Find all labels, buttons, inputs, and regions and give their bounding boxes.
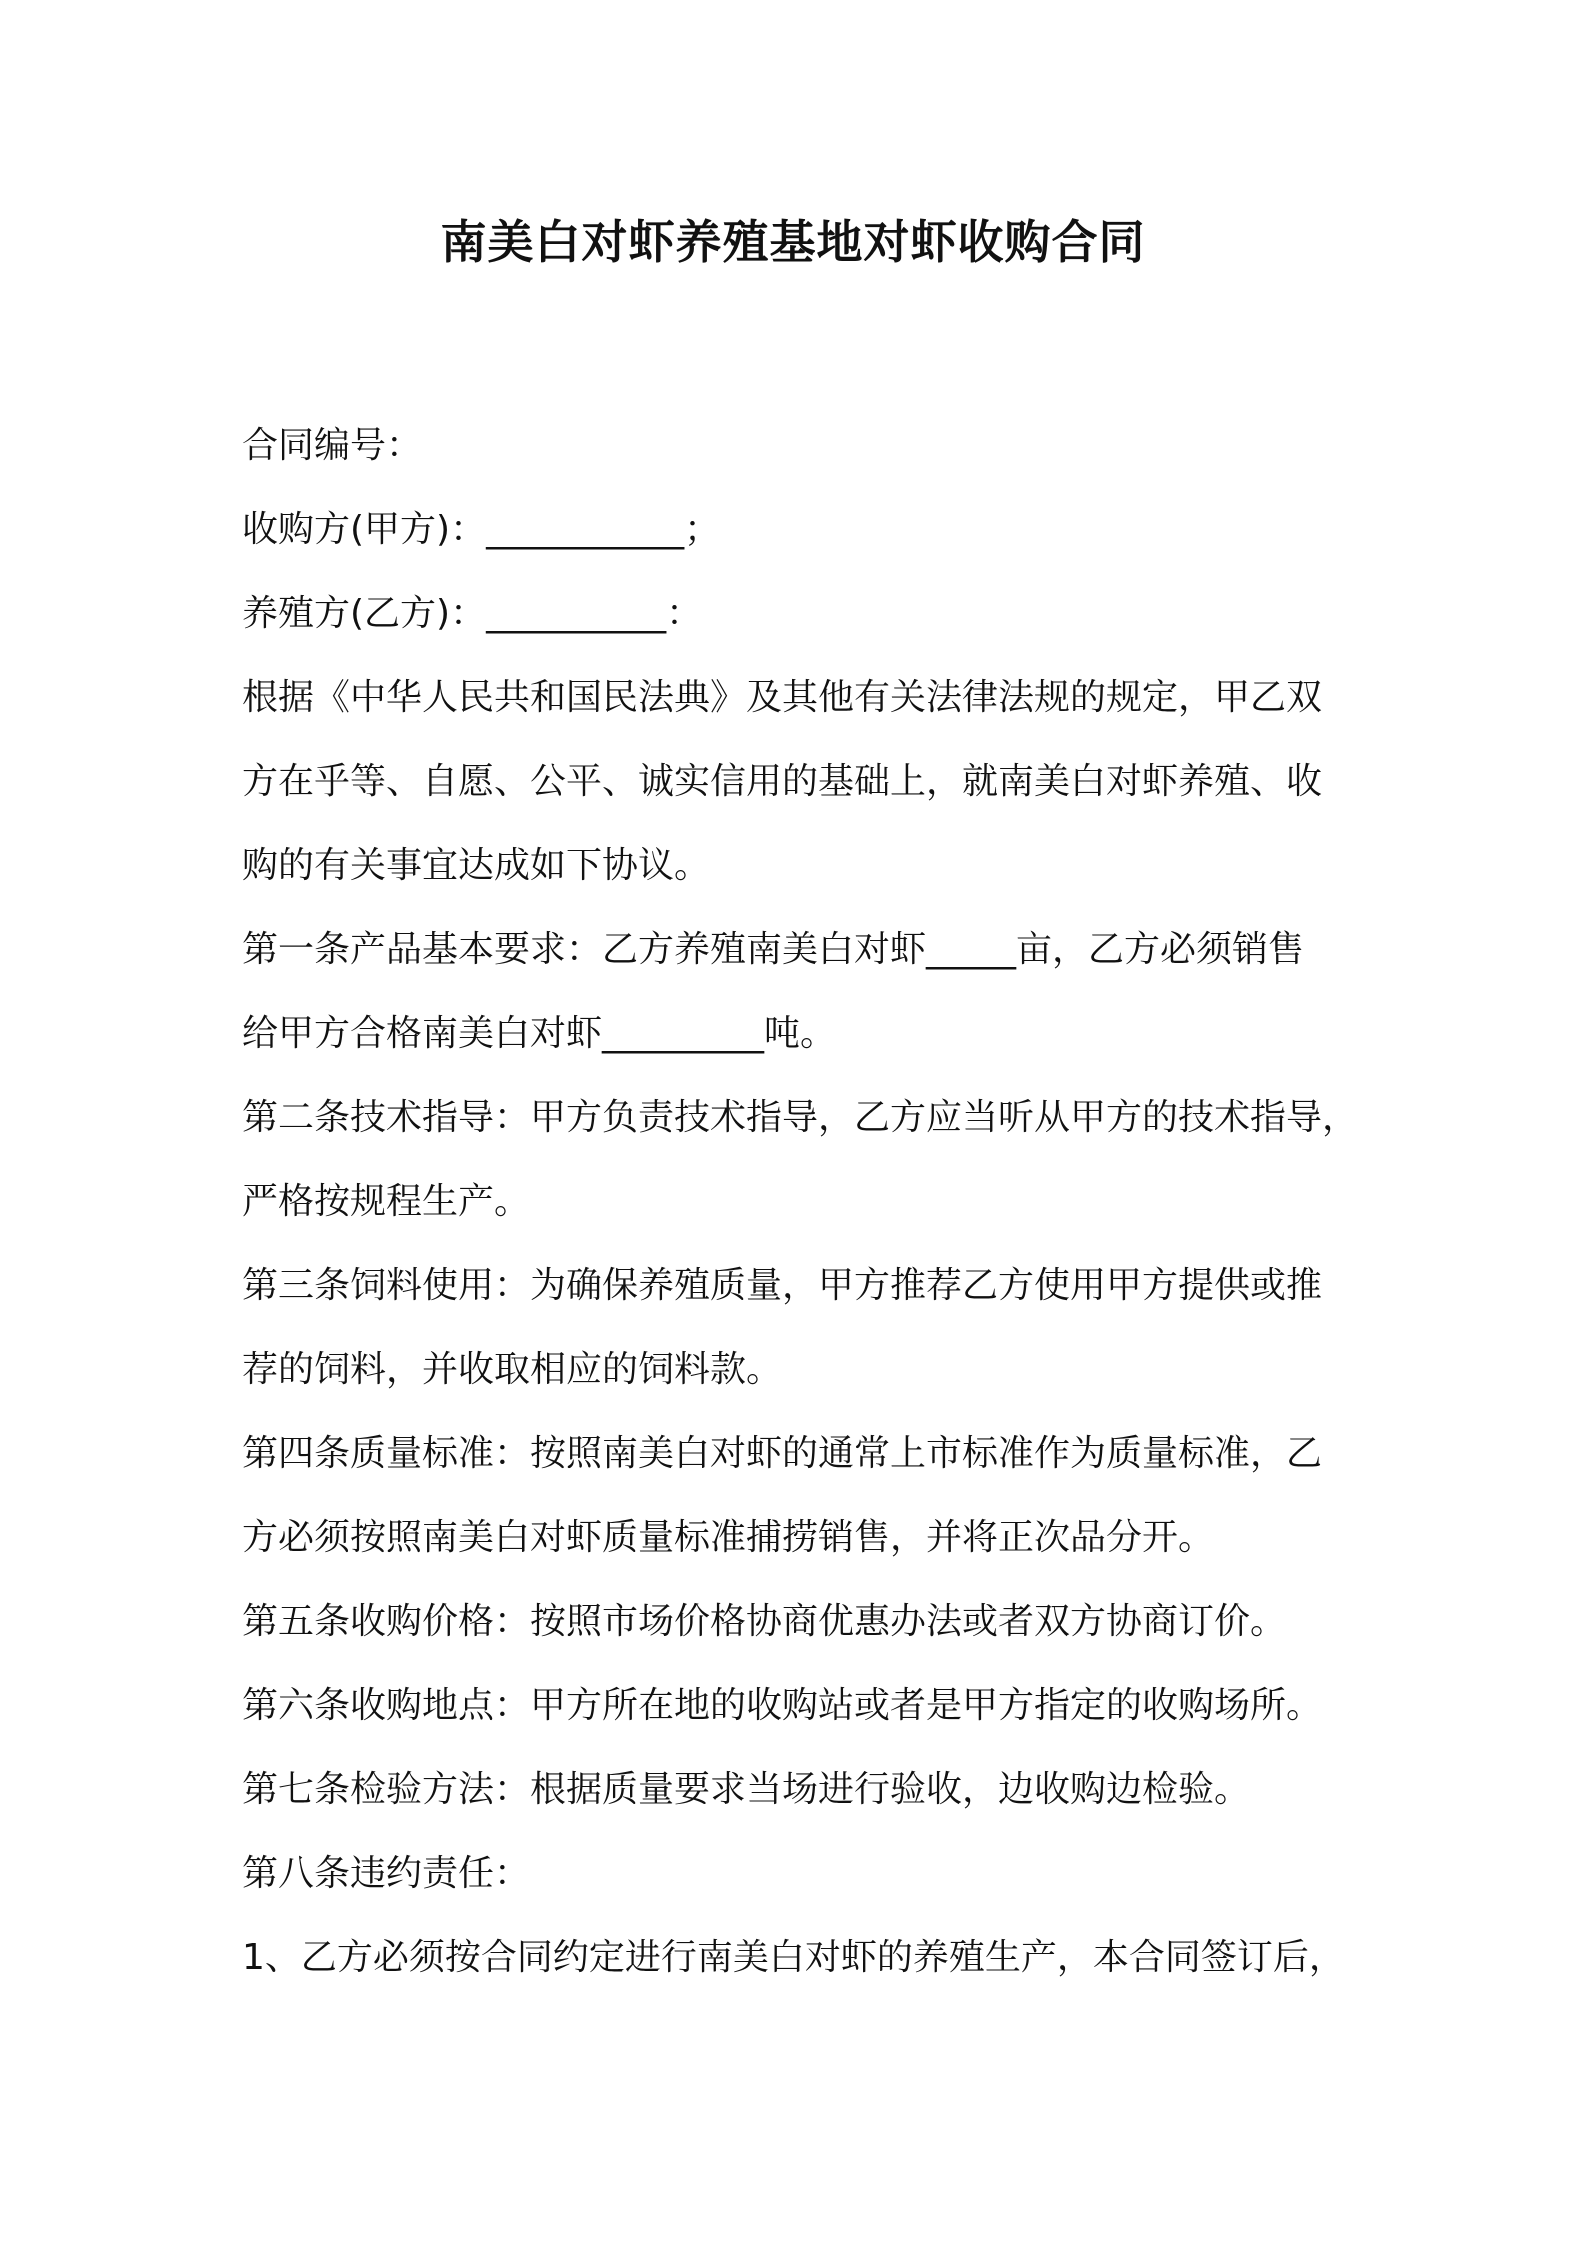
article-1-line-2: 给甲方合格南美白对虾_________吨。 — [242, 1013, 837, 1054]
article-5-line: 第五条收购价格：按照市场价格协商优惠办法或者双方协商订价。 — [242, 1601, 1287, 1642]
article-2-line-1: 第二条技术指导：甲方负责技术指导，乙方应当听从甲方的技术指导， — [242, 1097, 1359, 1138]
preamble-line-3: 购的有关事宜达成如下协议。 — [242, 845, 711, 886]
article-2-line-2: 严格按规程生产。 — [242, 1181, 531, 1222]
article-4-line-1: 第四条质量标准：按照南美白对虾的通常上市标准作为质量标准，乙 — [242, 1433, 1323, 1474]
preamble-line-2: 方在乎等、自愿、公平、诚实信用的基础上，就南美白对虾养殖、收 — [242, 761, 1323, 802]
article-8-heading: 第八条违约责任： — [242, 1853, 531, 1894]
article-3-line-1: 第三条饲料使用：为确保养殖质量，甲方推荐乙方使用甲方提供或推 — [242, 1265, 1323, 1306]
article-4-line-2: 方必须按照南美白对虾质量标准捕捞销售，并将正次品分开。 — [242, 1517, 1215, 1558]
buyer-party-line: 收购方(甲方)：___________； — [242, 509, 721, 550]
contract-number-line: 合同编号： — [242, 425, 423, 466]
article-1-line-1: 第一条产品基本要求：乙方养殖南美白对虾_____亩，乙方必须销售 — [242, 929, 1305, 970]
article-3-line-2: 荐的饲料，并收取相应的饲料款。 — [242, 1349, 783, 1390]
document-title: 南美白对虾养殖基地对虾收购合同 — [440, 215, 1146, 269]
article-6-line: 第六条收购地点：甲方所在地的收购站或者是甲方指定的收购场所。 — [242, 1685, 1323, 1726]
document-body — [242, 404, 1362, 2000]
farmer-party-line: 养殖方(乙方)：__________： — [242, 593, 703, 634]
preamble-line-1: 根据《中华人民共和国民法典》及其他有关法律法规的规定，甲乙双 — [242, 677, 1323, 718]
article-7-line: 第七条检验方法：根据质量要求当场进行验收，边收购边检验。 — [242, 1769, 1251, 1810]
article-8-item-1-line: 1、乙方必须按合同约定进行南美白对虾的养殖生产，本合同签订后， — [242, 1937, 1345, 1978]
